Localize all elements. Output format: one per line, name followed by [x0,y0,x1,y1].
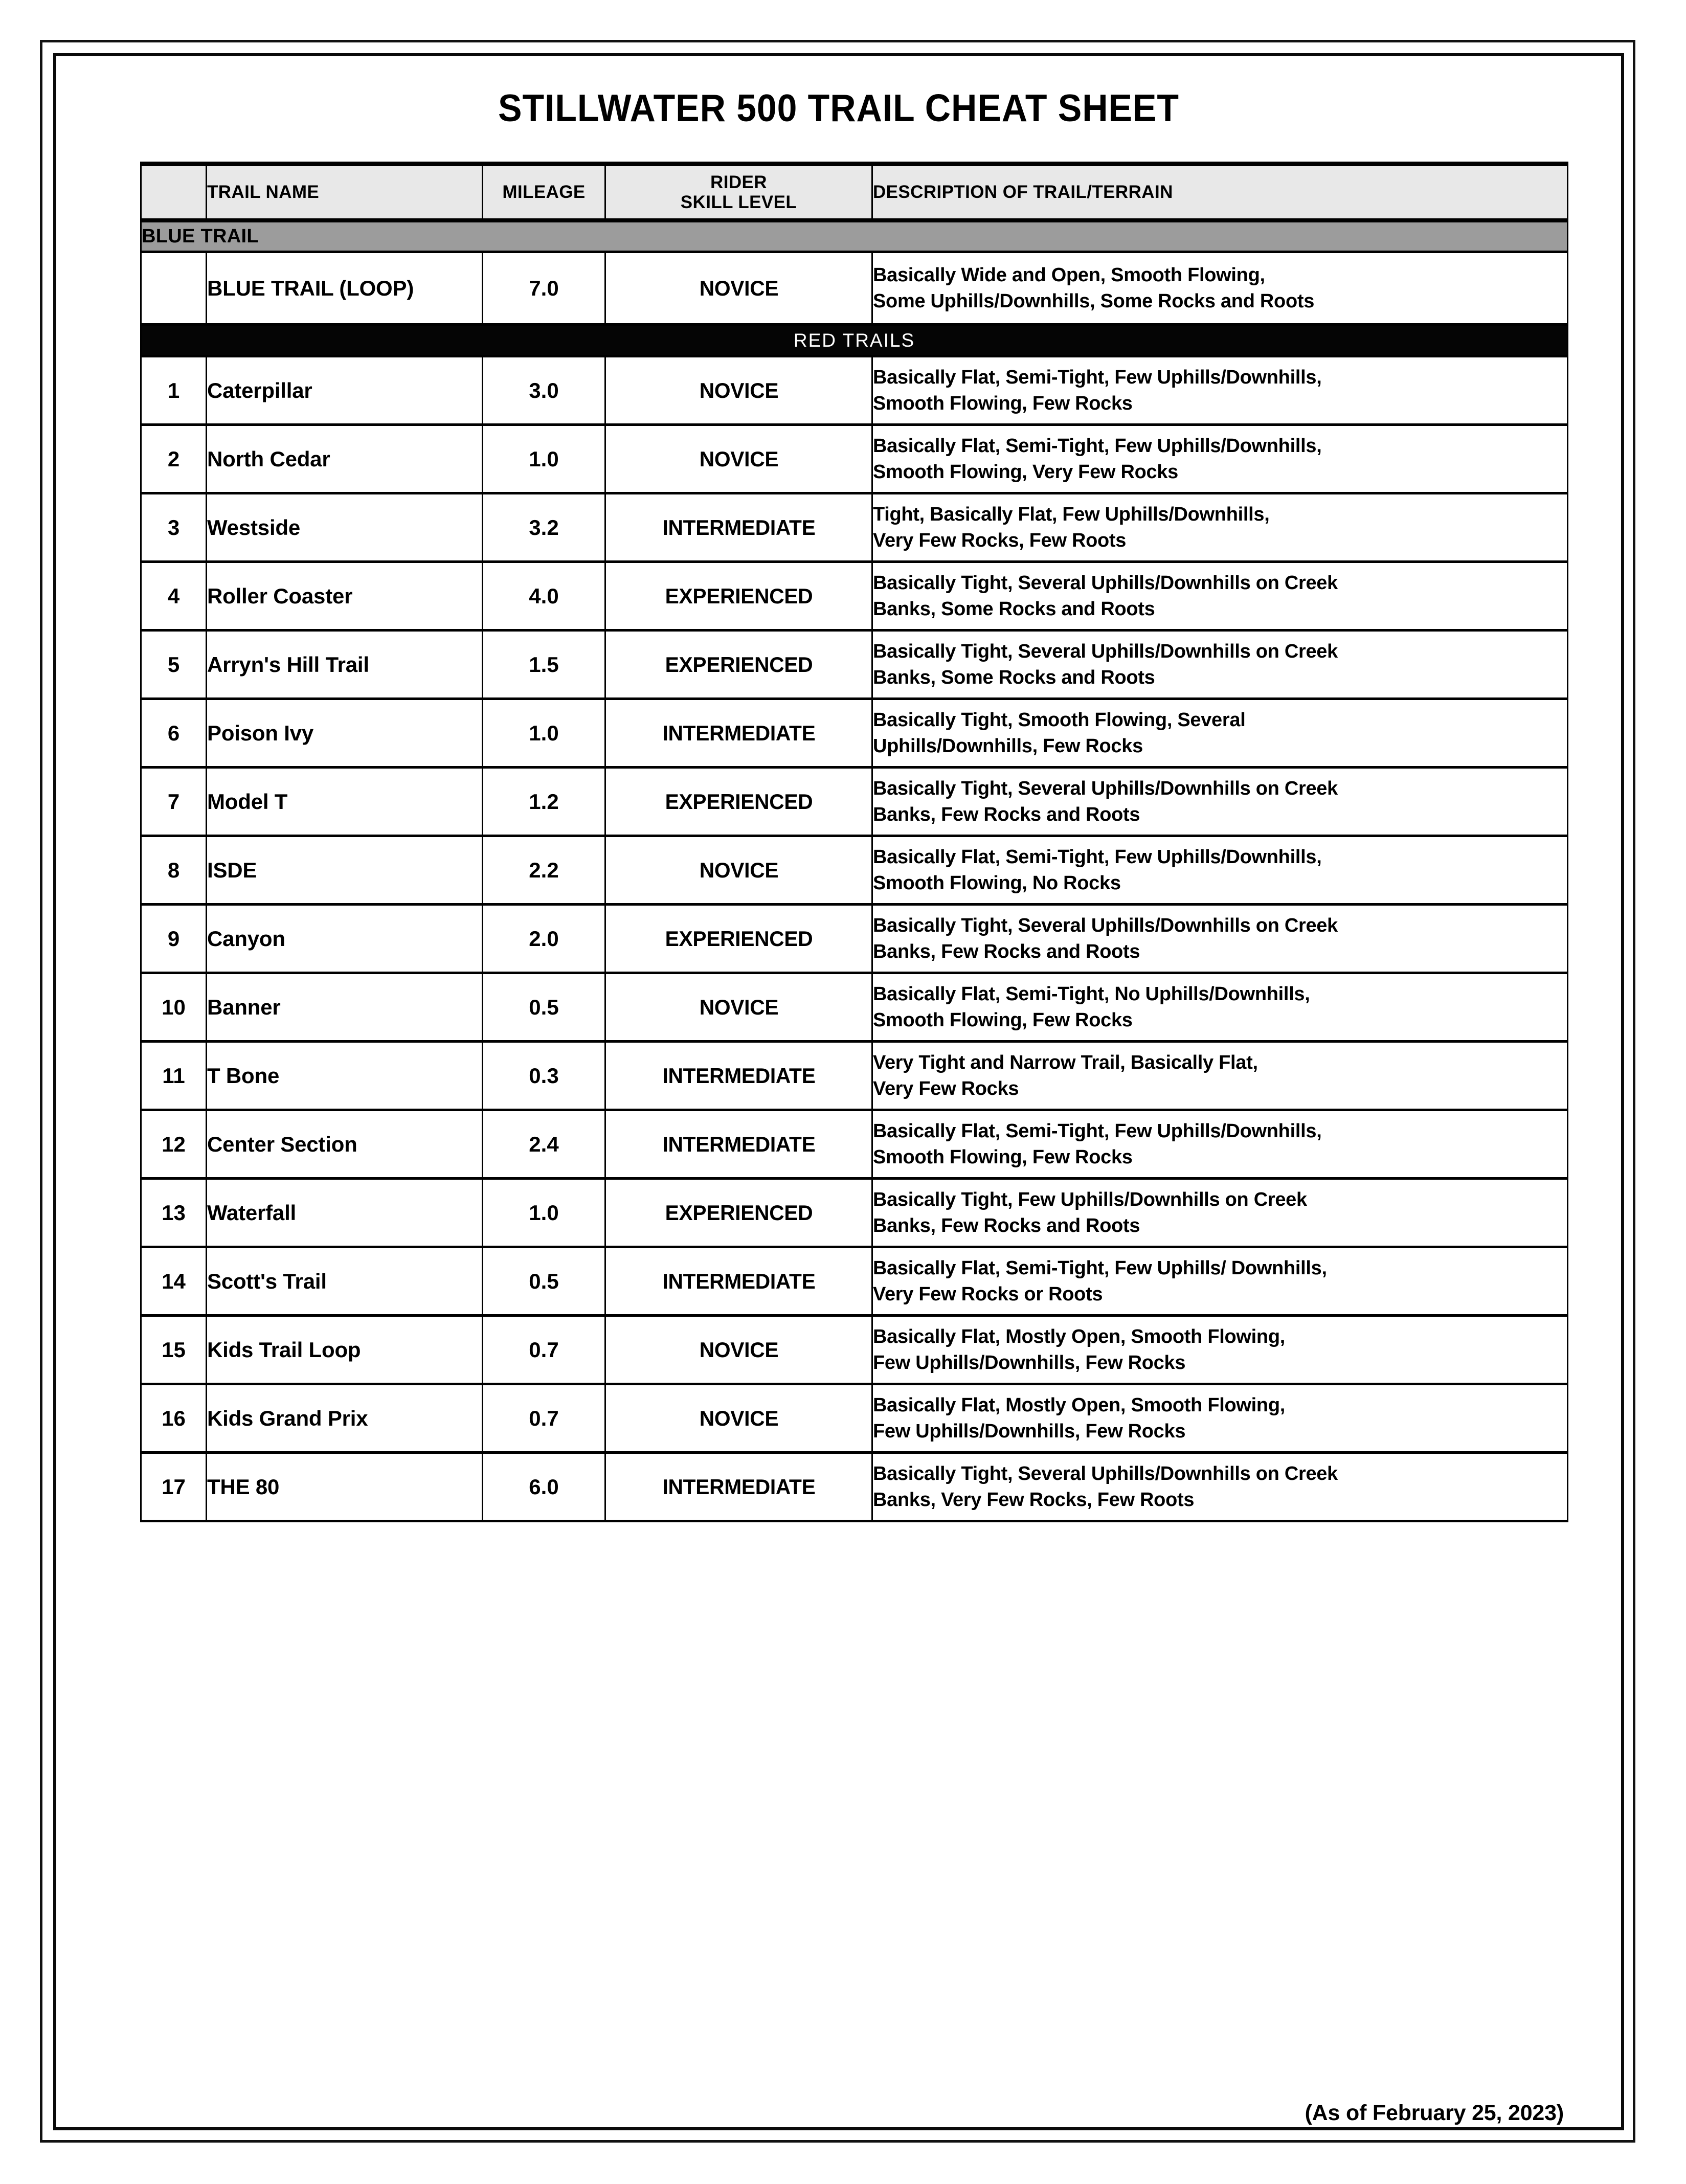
trail-mileage: 0.7 [483,1384,605,1453]
trail-mileage: 1.0 [483,425,605,493]
trail-description-line-2: Smooth Flowing, No Rocks [873,872,1121,894]
column-header-skill-level-line1: RIDER [710,172,767,192]
trail-description-line-1: Basically Flat, Mostly Open, Smooth Flowing, [873,1394,1286,1416]
column-header-skill-level [605,164,872,220]
trail-description [872,1042,1568,1110]
trail-mileage: 0.7 [483,1316,605,1384]
trail-description-line-1: Basically Flat, Mostly Open, Smooth Flowing, [873,1325,1286,1347]
trail-index: 13 [141,1179,207,1247]
trail-mileage: 3.0 [483,356,605,425]
trail-description-line-2: Smooth Flowing, Few Rocks [873,1146,1133,1168]
trail-mileage: 1.0 [483,699,605,768]
trail-description [872,425,1568,493]
trail-mileage: 1.5 [483,631,605,699]
trail-description-line-1: Basically Flat, Semi-Tight, No Uphills/Downhills, [873,983,1310,1005]
trail-description-line-2: Smooth Flowing, Few Rocks [873,392,1133,414]
trail-description-line-1: Basically Flat, Semi-Tight, Few Uphills/Downhills, [873,1120,1322,1142]
trail-description-line-2: Few Uphills/Downhills, Few Rocks [873,1420,1186,1442]
trail-index: 8 [141,836,207,905]
trail-description [872,1316,1568,1384]
trail-mileage: 7.0 [483,252,605,325]
trail-name: ISDE [207,836,483,905]
trail-description-line-2: Banks, Very Few Rocks, Few Roots [873,1489,1195,1511]
trail-name: T Bone [207,1042,483,1110]
trail-mileage: 0.5 [483,1247,605,1316]
trail-index: 14 [141,1247,207,1316]
trail-skill-level: INTERMEDIATE [609,1042,868,1110]
trail-name: BLUE TRAIL (LOOP) [207,252,483,325]
trail-name: Kids Trail Loop [207,1316,483,1384]
trail-description [872,562,1568,631]
section-band-row [141,325,1568,356]
table-body [141,220,1568,1521]
trail-description-line-2: Few Uphills/Downhills, Few Rocks [873,1352,1186,1374]
trail-index [141,252,207,325]
trail-description-line-2: Banks, Few Rocks and Roots [873,1214,1140,1236]
trail-index: 1 [141,356,207,425]
table-row [141,1316,1568,1384]
trail-name: North Cedar [207,425,483,493]
trail-skill-level: NOVICE [609,252,868,325]
trail-index: 6 [141,699,207,768]
trail-mileage: 0.3 [483,1042,605,1110]
table-row [141,836,1568,905]
trail-description-line-2: Some Uphills/Downhills, Some Rocks and Roots [873,290,1315,312]
trail-description-line-2: Very Few Rocks, Few Roots [873,529,1127,551]
trail-mileage: 0.5 [483,973,605,1042]
trail-skill-level: NOVICE [609,973,868,1042]
trail-description-line-1: Basically Tight, Few Uphills/Downhills on Creek [873,1188,1307,1210]
table-row [141,905,1568,973]
trail-name: Canyon [207,905,483,973]
trail-description-line-2: Smooth Flowing, Few Rocks [873,1009,1133,1031]
trail-skill-level: EXPERIENCED [609,631,868,699]
trail-description-line-2: Smooth Flowing, Very Few Rocks [873,461,1178,483]
trail-mileage: 2.2 [483,836,605,905]
trail-skill-level: EXPERIENCED [609,905,868,973]
table-row [141,1453,1568,1521]
trail-description-line-2: Banks, Some Rocks and Roots [873,666,1155,688]
section-band-blue-trail: BLUE TRAIL [141,220,1568,252]
table-row [141,1247,1568,1316]
trail-skill-level: NOVICE [609,836,868,905]
section-band-red-trails: RED TRAILS [141,325,1568,356]
trail-mileage: 4.0 [483,562,605,631]
table-row [141,1042,1568,1110]
trail-skill-level: INTERMEDIATE [609,493,868,562]
table-row [141,252,1568,325]
trail-description-line-1: Basically Tight, Several Uphills/Downhills on Creek [873,640,1338,662]
trail-skill-level: NOVICE [609,1384,868,1453]
trail-mileage: 1.0 [483,1179,605,1247]
table-row [141,699,1568,768]
table-row [141,768,1568,836]
trail-description-line-1: Tight, Basically Flat, Few Uphills/Downhills, [873,503,1270,525]
column-header-skill-level-line2: SKILL LEVEL [680,192,797,212]
trail-skill-level: EXPERIENCED [609,768,868,836]
table-row [141,1179,1568,1247]
trail-skill-level: NOVICE [609,1316,868,1384]
column-header-trail-name: TRAIL NAME [207,164,483,220]
trail-skill-level: INTERMEDIATE [609,1247,868,1316]
trail-name: Scott's Trail [207,1247,483,1316]
table-row [141,493,1568,562]
trail-description [872,1179,1568,1247]
column-header-index [141,164,207,220]
trail-index: 17 [141,1453,207,1521]
trail-table [140,162,1568,1522]
trail-name: Model T [207,768,483,836]
trail-skill-level: INTERMEDIATE [609,1110,868,1179]
cheat-sheet-page [53,53,1624,2130]
trail-mileage: 2.0 [483,905,605,973]
trail-description-line-1: Basically Wide and Open, Smooth Flowing, [873,264,1265,286]
trail-mileage: 2.4 [483,1110,605,1179]
trail-index: 16 [141,1384,207,1453]
trail-description [872,768,1568,836]
page-title: STILLWATER 500 TRAIL CHEAT SHEET [498,86,1179,129]
trail-name: Center Section [207,1110,483,1179]
trail-description-line-1: Basically Tight, Several Uphills/Downhills on Creek [873,572,1338,594]
trail-skill-level: EXPERIENCED [609,1179,868,1247]
table-row [141,631,1568,699]
trail-skill-level: NOVICE [609,425,868,493]
trail-description [872,1110,1568,1179]
trail-skill-level: INTERMEDIATE [609,699,868,768]
trail-description [872,252,1568,325]
trail-description [872,631,1568,699]
trail-index: 4 [141,562,207,631]
trail-description [872,699,1568,768]
trail-description-line-1: Very Tight and Narrow Trail, Basically Flat, [873,1051,1258,1073]
table-header-row [141,164,1568,220]
table-row [141,425,1568,493]
trail-description-line-1: Basically Flat, Semi-Tight, Few Uphills/ Downhills, [873,1257,1327,1279]
trail-name: Westside [207,493,483,562]
trail-index: 2 [141,425,207,493]
table-row [141,1384,1568,1453]
trail-mileage: 6.0 [483,1453,605,1521]
trail-description [872,493,1568,562]
trail-description-line-2: Banks, Few Rocks and Roots [873,940,1140,962]
column-header-description: DESCRIPTION OF TRAIL/TERRAIN [872,164,1568,220]
trail-description [872,905,1568,973]
trail-name: Banner [207,973,483,1042]
trail-skill-level: INTERMEDIATE [609,1453,868,1521]
trail-description [872,1247,1568,1316]
trail-skill-level: EXPERIENCED [609,562,868,631]
trail-index: 7 [141,768,207,836]
trail-description-line-2: Very Few Rocks [873,1077,1019,1099]
trail-name: THE 80 [207,1453,483,1521]
trail-description-line-1: Basically Tight, Several Uphills/Downhills on Creek [873,777,1338,799]
trail-description-line-1: Basically Flat, Semi-Tight, Few Uphills/Downhills, [873,846,1322,868]
trail-description [872,836,1568,905]
trail-mileage: 1.2 [483,768,605,836]
trail-description [872,356,1568,425]
trail-mileage: 3.2 [483,493,605,562]
section-band-row [141,220,1568,252]
trail-index: 12 [141,1110,207,1179]
trail-description-line-2: Banks, Some Rocks and Roots [873,598,1155,620]
table-row [141,562,1568,631]
trail-description-line-2: Uphills/Downhills, Few Rocks [873,735,1143,757]
trail-index: 10 [141,973,207,1042]
trail-name: Roller Coaster [207,562,483,631]
column-header-mileage: MILEAGE [483,164,605,220]
trail-description [872,1453,1568,1521]
trail-index: 9 [141,905,207,973]
trail-index: 3 [141,493,207,562]
trail-index: 15 [141,1316,207,1384]
trail-name: Kids Grand Prix [207,1384,483,1453]
trail-skill-level: NOVICE [609,356,868,425]
trail-description-line-1: Basically Tight, Several Uphills/Downhills on Creek [873,1462,1338,1484]
trail-description-line-1: Basically Flat, Semi-Tight, Few Uphills/Downhills, [873,435,1322,457]
trail-description-line-1: Basically Flat, Semi-Tight, Few Uphills/Downhills, [873,366,1322,388]
trail-description-line-2: Very Few Rocks or Roots [873,1283,1103,1305]
trail-name: Waterfall [207,1179,483,1247]
table-row [141,356,1568,425]
as-of-date-note: (As of February 25, 2023) [1305,2101,1564,2125]
trail-description-line-1: Basically Tight, Several Uphills/Downhills on Creek [873,914,1338,936]
table-row [141,1110,1568,1179]
trail-name: Caterpillar [207,356,483,425]
trail-name: Poison Ivy [207,699,483,768]
trail-name: Arryn's Hill Trail [207,631,483,699]
trail-description [872,973,1568,1042]
trail-description-line-1: Basically Tight, Smooth Flowing, Several [873,709,1246,731]
trail-index: 11 [141,1042,207,1110]
trail-index: 5 [141,631,207,699]
trail-description [872,1384,1568,1453]
table-row [141,973,1568,1042]
trail-description-line-2: Banks, Few Rocks and Roots [873,803,1140,825]
